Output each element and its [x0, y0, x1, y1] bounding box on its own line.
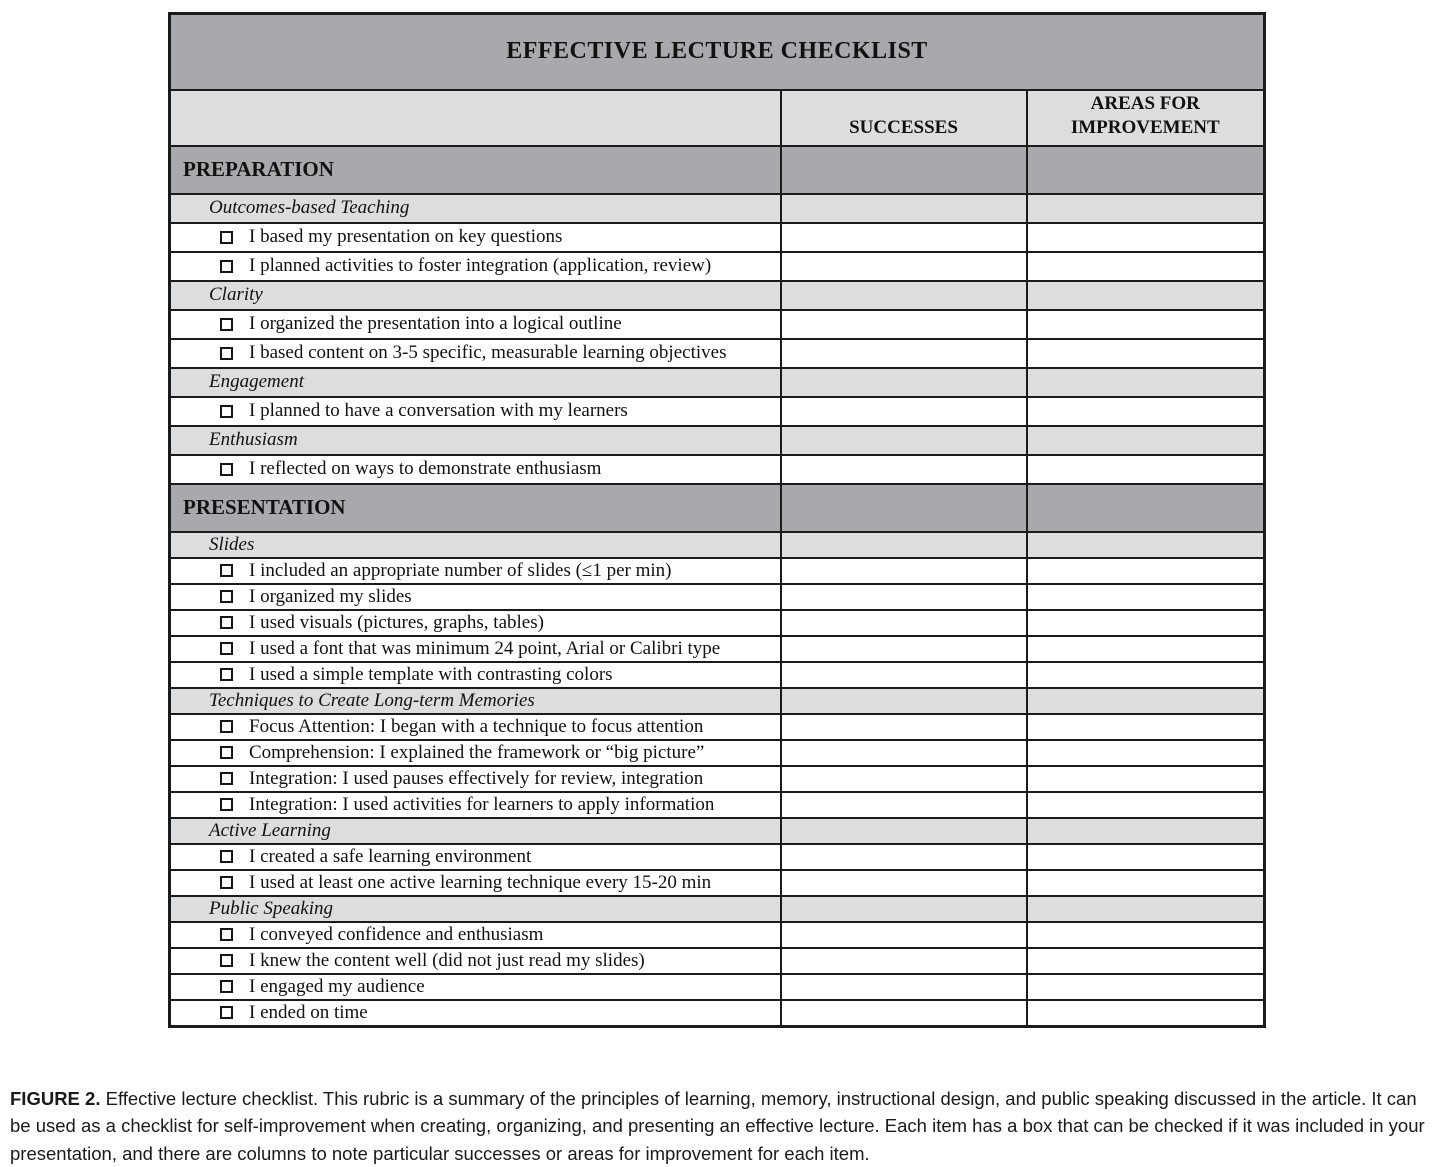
successes-cell [781, 818, 1027, 844]
improvement-cell [1027, 252, 1265, 281]
column-header-blank [170, 90, 781, 146]
checklist-item-row [170, 455, 1265, 484]
checklist-item-label: I planned to have a conversation with my learners [249, 400, 628, 422]
section-heading: PREPARATION [183, 157, 334, 181]
checklist-item-row [170, 252, 1265, 281]
improvement-cell [1027, 310, 1265, 339]
subsection-label: Slides [209, 534, 254, 555]
improvement-cell [1027, 688, 1265, 714]
improvement-cell [1027, 896, 1265, 922]
improvement-cell [1027, 455, 1265, 484]
checklist-item-row [170, 948, 1265, 974]
successes-cell [781, 397, 1027, 426]
figure-caption-label: FIGURE 2. [10, 1088, 100, 1109]
subsection-label: Engagement [209, 371, 304, 392]
checklist-item-label: Focus Attention: I began with a technique to focus attention [249, 716, 703, 738]
column-header-successes: SUCCESSES [781, 90, 1027, 146]
improvement-cell [1027, 584, 1265, 610]
improvement-cell [1027, 558, 1265, 584]
checklist-item-row [170, 662, 1265, 688]
checkbox[interactable] [220, 668, 233, 681]
checklist-item-label: I conveyed confidence and enthusiasm [249, 924, 543, 946]
improvement-cell [1027, 281, 1265, 310]
successes-cell [781, 281, 1027, 310]
successes-cell [781, 948, 1027, 974]
checklist-item-label: I engaged my audience [249, 976, 425, 998]
checkbox[interactable] [220, 564, 233, 577]
checklist-item-row [170, 974, 1265, 1000]
successes-cell [781, 870, 1027, 896]
improvement-cell [1027, 922, 1265, 948]
checkbox[interactable] [220, 1006, 233, 1019]
improvement-cell [1027, 636, 1265, 662]
checklist-item-label: I created a safe learning environment [249, 846, 531, 868]
improvement-cell [1027, 532, 1265, 558]
figure-caption-text: Effective lecture checklist. This rubric is a summary of the principles of learning, memory, instructional design, and public speaking discussed in the article. It can be used as a checklist for self-improvement when creating, organizing, and presenting an effective lecture. Each item has a box that can be checked if it was included in your presentation, and there are columns to note particular successes or areas for improvement for each item. [10, 1088, 1425, 1164]
successes-cell [781, 974, 1027, 1000]
improvement-cell [1027, 610, 1265, 636]
subsection-label: Techniques to Create Long-term Memories [209, 690, 535, 711]
successes-cell [781, 922, 1027, 948]
successes-cell [781, 484, 1027, 532]
checklist-item-row [170, 740, 1265, 766]
checkbox[interactable] [220, 798, 233, 811]
improvement-cell [1027, 870, 1265, 896]
improvement-cell [1027, 368, 1265, 397]
checklist-item-label: I organized the presentation into a logical outline [249, 313, 622, 335]
successes-cell [781, 310, 1027, 339]
successes-cell [781, 636, 1027, 662]
improvement-cell [1027, 974, 1265, 1000]
subsection-label: Clarity [209, 284, 263, 305]
checklist-item-row [170, 870, 1265, 896]
checkbox[interactable] [220, 746, 233, 759]
checklist-item-row [170, 1000, 1265, 1027]
checklist-item-row [170, 766, 1265, 792]
checkbox[interactable] [220, 347, 233, 360]
checklist-item-label: Integration: I used pauses effectively for review, integration [249, 768, 703, 790]
checklist-item-row [170, 922, 1265, 948]
successes-cell [781, 792, 1027, 818]
checkbox[interactable] [220, 642, 233, 655]
table-title: EFFECTIVE LECTURE CHECKLIST [170, 14, 1265, 90]
effective-lecture-checklist-table [168, 12, 1266, 1028]
subsection-row [170, 688, 1265, 714]
successes-cell [781, 146, 1027, 194]
checkbox[interactable] [220, 772, 233, 785]
section-heading: PRESENTATION [183, 495, 346, 519]
checklist-item-label: I included an appropriate number of slides (≤1 per min) [249, 560, 672, 582]
checkbox[interactable] [220, 260, 233, 273]
checklist-item-label: I used a simple template with contrasting colors [249, 664, 613, 686]
checkbox[interactable] [220, 231, 233, 244]
checklist-item-label: I organized my slides [249, 586, 412, 608]
improvement-cell [1027, 740, 1265, 766]
improvement-cell [1027, 1000, 1265, 1027]
subsection-label: Public Speaking [209, 898, 333, 919]
section-header-row [170, 484, 1265, 532]
successes-cell [781, 766, 1027, 792]
checklist-section [170, 146, 1265, 484]
checkbox[interactable] [220, 463, 233, 476]
checklist-item-label: Integration: I used activities for learners to apply information [249, 794, 714, 816]
improvement-cell [1027, 339, 1265, 368]
improvement-cell [1027, 844, 1265, 870]
column-header-areas-for-improvement: AREAS FOR IMPROVEMENT [1027, 90, 1265, 146]
checklist-item-label: I reflected on ways to demonstrate enthusiasm [249, 458, 601, 480]
table-title-row [170, 14, 1265, 90]
successes-cell [781, 740, 1027, 766]
improvement-cell [1027, 766, 1265, 792]
checkbox[interactable] [220, 590, 233, 603]
checklist-item-row [170, 310, 1265, 339]
checkbox[interactable] [220, 405, 233, 418]
subsection-row [170, 281, 1265, 310]
improvement-cell [1027, 426, 1265, 455]
successes-cell [781, 584, 1027, 610]
successes-cell [781, 844, 1027, 870]
successes-cell [781, 194, 1027, 223]
successes-cell [781, 455, 1027, 484]
improvement-cell [1027, 714, 1265, 740]
subsection-row [170, 818, 1265, 844]
successes-cell [781, 252, 1027, 281]
checkbox[interactable] [220, 876, 233, 889]
checklist-item-row [170, 397, 1265, 426]
checklist-item-label: I used visuals (pictures, graphs, tables) [249, 612, 544, 634]
section-header-row [170, 146, 1265, 194]
subsection-row [170, 896, 1265, 922]
successes-cell [781, 223, 1027, 252]
subsection-label: Outcomes-based Teaching [209, 197, 409, 218]
improvement-cell [1027, 146, 1265, 194]
successes-cell [781, 339, 1027, 368]
checkbox[interactable] [220, 980, 233, 993]
checkbox[interactable] [220, 954, 233, 967]
checklist-item-row [170, 792, 1265, 818]
figure-caption [10, 1085, 1425, 1167]
subsection-row [170, 368, 1265, 397]
checklist-item-label: I knew the content well (did not just read my slides) [249, 950, 645, 972]
subsection-row [170, 532, 1265, 558]
checklist-item-label: I used a font that was minimum 24 point, Arial or Calibri type [249, 638, 720, 660]
improvement-cell [1027, 484, 1265, 532]
checklist-item-row [170, 558, 1265, 584]
successes-cell [781, 532, 1027, 558]
successes-cell [781, 426, 1027, 455]
improvement-cell [1027, 397, 1265, 426]
checkbox[interactable] [220, 928, 233, 941]
checklist-item-row [170, 584, 1265, 610]
subsection-label: Active Learning [209, 820, 331, 841]
checklist-item-label: I based content on 3-5 specific, measurable learning objectives [249, 342, 726, 364]
checklist-item-label: I used at least one active learning technique every 15-20 min [249, 872, 711, 894]
successes-cell [781, 368, 1027, 397]
successes-cell [781, 896, 1027, 922]
column-header-row [170, 90, 1265, 146]
successes-cell [781, 714, 1027, 740]
successes-cell [781, 688, 1027, 714]
successes-cell [781, 662, 1027, 688]
checklist-item-row [170, 610, 1265, 636]
checklist-item-label: I based my presentation on key questions [249, 226, 562, 248]
checklist-section [170, 484, 1265, 1027]
successes-cell [781, 610, 1027, 636]
subsection-row [170, 426, 1265, 455]
subsection-label: Enthusiasm [209, 429, 298, 450]
checklist-item-label: I ended on time [249, 1002, 368, 1024]
checklist-item-row [170, 714, 1265, 740]
checklist-item-label: I planned activities to foster integration (application, review) [249, 255, 711, 277]
improvement-cell [1027, 223, 1265, 252]
improvement-cell [1027, 194, 1265, 223]
improvement-cell [1027, 818, 1265, 844]
checkbox[interactable] [220, 318, 233, 331]
checkbox[interactable] [220, 720, 233, 733]
checkbox[interactable] [220, 850, 233, 863]
improvement-cell [1027, 948, 1265, 974]
checklist-item-row [170, 844, 1265, 870]
improvement-cell [1027, 792, 1265, 818]
checklist-item-row [170, 223, 1265, 252]
checkbox[interactable] [220, 616, 233, 629]
checklist-item-row [170, 339, 1265, 368]
subsection-row [170, 194, 1265, 223]
improvement-cell [1027, 662, 1265, 688]
successes-cell [781, 558, 1027, 584]
successes-cell [781, 1000, 1027, 1027]
checklist-item-label: Comprehension: I explained the framework or “big picture” [249, 742, 704, 764]
checklist-item-row [170, 636, 1265, 662]
